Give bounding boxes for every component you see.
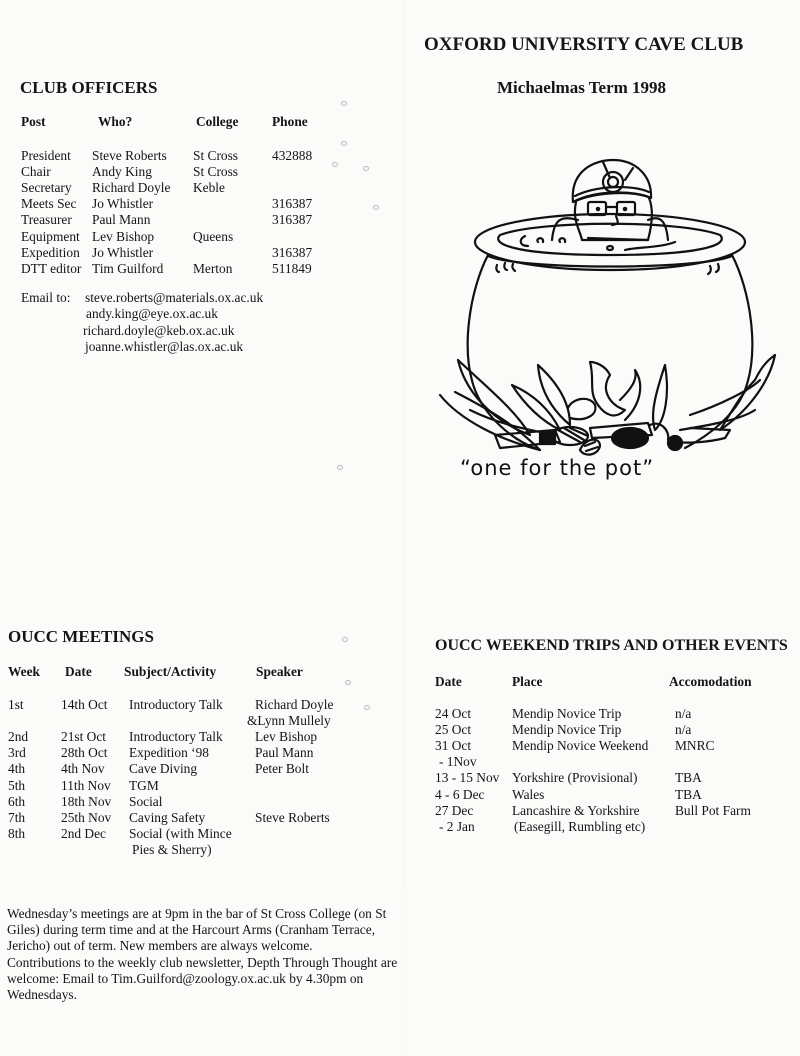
meeting-speaker: Peter Bolt	[255, 761, 309, 777]
meeting-subject: Introductory Talk	[129, 697, 223, 712]
officer-college: Keble	[193, 180, 225, 196]
officer-post: Expedition	[21, 244, 80, 260]
officer-post: Meets Sec	[21, 196, 77, 212]
meeting-subject: Social	[129, 793, 163, 809]
meeting-speaker: Steve Roberts	[255, 809, 330, 825]
officer-row	[21, 164, 341, 180]
meeting-notes	[7, 906, 407, 1003]
email-link[interactable]: joanne.whistler@las.ox.ac.uk	[85, 339, 244, 355]
column-header-accommodation: Accomodation	[669, 674, 752, 689]
trip-place: Mendip Novice Trip	[512, 706, 622, 721]
officer-who: Lev Bishop	[92, 228, 155, 244]
meeting-subject-continued: Pies & Sherry)	[132, 841, 212, 857]
scan-speck	[342, 637, 348, 642]
meeting-week: 7th	[8, 809, 26, 825]
scan-speck	[332, 162, 338, 167]
meeting-week: 4th	[8, 761, 26, 777]
trip-date: 25 Oct	[435, 722, 472, 738]
email-link[interactable]: richard.doyle@keb.ox.ac.uk	[83, 322, 235, 338]
officer-row	[21, 245, 341, 261]
column-header-who: Who?	[98, 114, 133, 129]
officer-post: Equipment	[21, 228, 80, 244]
officer-college: Merton	[193, 260, 233, 276]
meeting-date: 14th Oct	[61, 697, 108, 712]
fire-logs-icon	[495, 423, 730, 455]
trip-date: 27 Dec	[435, 802, 474, 818]
meeting-week: 3rd	[8, 745, 26, 761]
meeting-date: 21st Oct	[61, 729, 107, 745]
officer-post: President	[21, 148, 71, 163]
scan-speck	[364, 705, 370, 710]
trip-place: Lancashire & Yorkshire	[512, 802, 640, 818]
meeting-date: 4th Nov	[61, 761, 105, 777]
meeting-week: 8th	[8, 825, 26, 841]
meeting-location-note: Wednesday’s meetings are at 9pm in the bar of St Cross College (on St Giles) during term time and at the Harcourt Arms (Cranham Terrace, Jericho) out of term. New members are always welcome.	[7, 906, 387, 954]
trip-accommodation: Bull Pot Farm	[675, 802, 751, 818]
meetings-heading: OUCC MEETINGS	[8, 627, 154, 646]
meeting-subject: Introductory Talk	[129, 729, 223, 745]
officer-phone: 316387	[272, 212, 313, 228]
trip-date: 31 Oct	[435, 738, 472, 754]
trip-accommodation: n/a	[675, 722, 692, 738]
scan-speck	[341, 101, 347, 106]
meeting-subject: Cave Diving	[129, 761, 198, 777]
meeting-date: 25th Nov	[61, 809, 112, 825]
officer-post: Chair	[21, 164, 51, 180]
trip-place-continued: (Easegill, Rumbling etc)	[514, 818, 646, 834]
email-link[interactable]: steve.roberts@materials.ox.ac.uk	[85, 290, 264, 305]
trip-place: Wales	[512, 786, 545, 802]
meeting-date: 2nd Dec	[61, 825, 106, 841]
fire-flames-icon	[440, 355, 775, 450]
meeting-week: 6th	[8, 793, 26, 809]
trip-date-continued: - 1Nov	[439, 754, 477, 770]
meeting-date: 11th Nov	[61, 777, 111, 793]
trip-place: Mendip Novice Weekend	[512, 738, 649, 754]
scan-speck	[345, 680, 351, 685]
officer-post: Treasurer	[21, 212, 72, 228]
scan-speck	[341, 141, 347, 146]
meeting-date: 18th Nov	[61, 793, 112, 809]
officer-post: Secretary	[21, 180, 72, 196]
term-title: Michaelmas Term 1998	[497, 78, 667, 97]
trip-accommodation: MNRC	[675, 738, 715, 754]
officer-who: Jo Whistler	[92, 196, 154, 212]
page-fold	[404, 0, 405, 1056]
meeting-speaker: Richard Doyle	[255, 697, 334, 712]
trip-place: Yorkshire (Provisional)	[512, 770, 638, 786]
column-header-date: Date	[435, 674, 462, 689]
email-label: Email to:	[21, 290, 71, 305]
meeting-subject: Caving Safety	[129, 809, 206, 825]
trip-date: 4 - 6 Dec	[435, 786, 485, 802]
scan-speck	[363, 166, 369, 171]
column-header-place: Place	[512, 674, 543, 689]
officer-row	[21, 212, 341, 228]
meeting-speaker: Paul Mann	[255, 745, 314, 761]
officer-row	[21, 229, 341, 245]
meeting-speaker: Lev Bishop	[255, 729, 318, 745]
caving-helmet-icon	[573, 160, 651, 202]
trip-date: 13 - 15 Nov	[435, 770, 500, 786]
column-header-speaker: Speaker	[256, 664, 303, 679]
officer-who: Steve Roberts	[92, 148, 167, 163]
officer-phone: 511849	[272, 260, 312, 276]
trip-place: Mendip Novice Trip	[512, 722, 622, 738]
illustration-caption: “one for the pot”	[460, 456, 655, 480]
officer-row	[21, 196, 341, 212]
officer-who: Jo Whistler	[92, 244, 154, 260]
trip-date: 24 Oct	[435, 706, 472, 721]
meeting-week: 1st	[8, 697, 24, 712]
club-title: OXFORD UNIVERSITY CAVE CLUB	[424, 34, 744, 55]
trip-date-continued: - 2 Jan	[439, 818, 475, 834]
meeting-speaker-continued: &Lynn Mullely	[247, 713, 331, 729]
officer-phone: 316387	[272, 244, 313, 260]
meeting-subject: Expedition ‘98	[129, 745, 209, 761]
trips-heading: OUCC WEEKEND TRIPS AND OTHER EVENTS	[435, 637, 788, 654]
newsletter-note: Contributions to the weekly club newsletter, Depth Through Thought are welcome: Email to Tim.Guilford@zoology.ox.ac.uk by 4.30pm on Wednesdays.	[7, 954, 398, 1003]
meeting-date: 28th Oct	[61, 745, 108, 761]
meeting-week: 2nd	[8, 729, 29, 745]
column-header-subject: Subject/Activity	[124, 664, 217, 679]
officer-who: Andy King	[92, 164, 152, 180]
email-link[interactable]: andy.king@eye.ox.ac.uk	[86, 306, 218, 322]
officer-phone: 432888	[272, 148, 313, 163]
column-header-week: Week	[8, 664, 40, 679]
officer-who: Richard Doyle	[92, 180, 171, 196]
officer-row	[21, 261, 341, 277]
column-header-post: Post	[21, 114, 46, 129]
officer-college: St Cross	[193, 148, 239, 163]
scan-speck	[373, 205, 379, 210]
column-header-phone: Phone	[272, 114, 308, 129]
meeting-subject: TGM	[129, 777, 159, 793]
column-header-date: Date	[65, 664, 92, 679]
officer-post: DTT editor	[21, 260, 82, 276]
scan-speck	[337, 465, 343, 470]
caver-face-icon	[552, 198, 668, 240]
officer-college: Queens	[193, 228, 234, 244]
meeting-week: 5th	[8, 777, 26, 793]
column-header-college: College	[196, 114, 239, 129]
trip-accommodation: TBA	[675, 770, 702, 786]
officer-who: Tim Guilford	[92, 260, 164, 276]
officer-phone: 316387	[272, 196, 313, 212]
officer-row	[21, 180, 341, 196]
meeting-subject: Social (with Mince	[129, 825, 232, 841]
trip-accommodation: TBA	[675, 786, 702, 802]
officer-college: St Cross	[193, 164, 239, 180]
cauldron-illustration	[420, 130, 800, 500]
trip-accommodation: n/a	[675, 706, 692, 721]
officer-row	[21, 148, 341, 164]
officer-who: Paul Mann	[92, 212, 151, 228]
officers-heading: CLUB OFFICERS	[20, 78, 158, 97]
